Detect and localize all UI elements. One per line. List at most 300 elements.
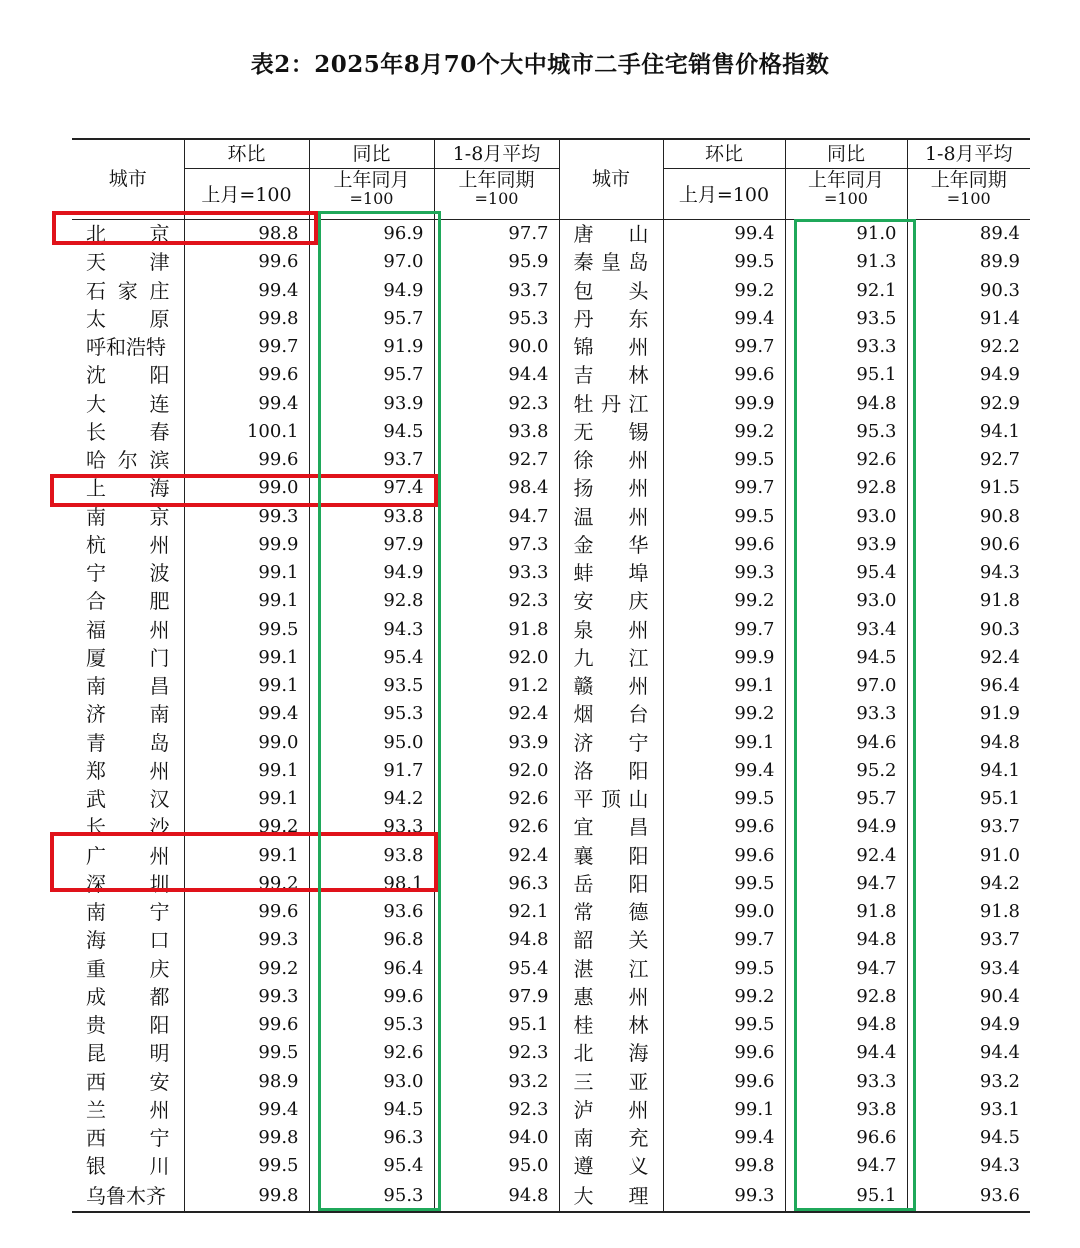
city-name: [559, 418, 663, 446]
avg-value: 96.3: [508, 872, 549, 894]
city-name: [72, 1039, 184, 1067]
avg-value: 93.3: [508, 562, 549, 584]
table-title: 表2：2025年8月70个大中城市二手住宅销售价格指数: [250, 51, 830, 78]
mom-value: 99.6: [663, 361, 785, 389]
mom-value: 99.5: [184, 1039, 309, 1067]
mom-value: 99.2: [663, 700, 785, 728]
city-name-text: 安 庆: [573, 589, 649, 614]
yoy-value: 93.3: [785, 700, 907, 728]
avg-value: 94.7: [508, 505, 549, 527]
table-row: [72, 1096, 1030, 1124]
table-row: [72, 418, 1030, 446]
mom-value: 99.1: [184, 644, 309, 672]
header-mom-base-right: 上月=100: [663, 169, 785, 220]
header-mom-base-left: 上月=100: [184, 169, 309, 220]
city-name: [72, 842, 184, 870]
city-name: [72, 361, 184, 389]
avg-value: 95.0: [508, 1155, 549, 1177]
city-name-text: 唐 山: [573, 222, 649, 247]
mom-value: 99.7: [663, 616, 785, 644]
city-name-text: 上 海: [86, 476, 170, 501]
city-name: [559, 898, 663, 926]
city-name-text: 西 安: [86, 1069, 170, 1094]
avg-value: 93.7: [979, 816, 1020, 838]
avg-value: 92.7: [508, 449, 549, 471]
avg-value: 92.4: [979, 646, 1020, 668]
mom-value: 99.0: [663, 898, 785, 926]
avg-value: 91.4: [979, 307, 1020, 329]
city-name-text: 武 汉: [86, 787, 170, 812]
table-row: [72, 446, 1030, 474]
mom-value: 99.5: [663, 503, 785, 531]
city-name: [559, 1124, 663, 1152]
avg-value: 93.9: [508, 731, 549, 753]
avg-value: 90.3: [979, 279, 1020, 301]
mom-value: 99.2: [184, 813, 309, 841]
city-name: [72, 729, 184, 757]
table-row: [72, 644, 1030, 672]
avg-value: 94.2: [979, 872, 1020, 894]
mom-value: 99.2: [663, 277, 785, 305]
mom-value: 99.6: [663, 531, 785, 559]
yoy-value: 93.4: [785, 616, 907, 644]
mom-value: 99.2: [663, 983, 785, 1011]
mom-value: 99.7: [663, 926, 785, 954]
yoy-value: 95.4: [309, 1152, 434, 1180]
city-name: [559, 813, 663, 841]
mom-value: 99.4: [184, 390, 309, 418]
city-name: [559, 1011, 663, 1039]
avg-value: 94.9: [979, 1014, 1020, 1036]
mom-value: 99.6: [663, 1039, 785, 1067]
mom-value: 99.4: [663, 757, 785, 785]
header-yoy-right: 同比: [785, 139, 907, 169]
city-name-text: 无 锡: [573, 419, 649, 444]
city-name: [559, 1096, 663, 1124]
mom-value: 99.2: [663, 587, 785, 615]
city-name: [72, 503, 184, 531]
avg-value: 95.4: [508, 957, 549, 979]
mom-value: 99.1: [184, 559, 309, 587]
yoy-value: 91.0: [785, 220, 907, 249]
table-row: [72, 333, 1030, 361]
table-row: [72, 390, 1030, 418]
city-name: [72, 390, 184, 418]
header-yoy-base-right: [785, 169, 907, 220]
yoy-value: 95.0: [309, 729, 434, 757]
city-name-text: 牡 丹 江: [573, 391, 649, 416]
city-name: [72, 531, 184, 559]
yoy-value: 97.0: [309, 248, 434, 276]
table-row: [72, 305, 1030, 333]
yoy-value: 93.0: [785, 503, 907, 531]
mom-value: 99.3: [184, 983, 309, 1011]
avg-value: 92.0: [508, 759, 549, 781]
city-name-text: 哈 尔 滨: [86, 448, 170, 473]
city-name-text: 西 宁: [86, 1126, 170, 1151]
yoy-value: 94.8: [785, 926, 907, 954]
yoy-value: 94.6: [785, 729, 907, 757]
table-row: [72, 616, 1030, 644]
city-name-text: 厦 门: [86, 645, 170, 670]
mom-value: 98.9: [184, 1068, 309, 1096]
mom-value: 99.1: [663, 729, 785, 757]
city-name-text: 蚌 埠: [573, 561, 649, 586]
city-name-text: 长 春: [86, 419, 170, 444]
yoy-value: 91.9: [309, 333, 434, 361]
city-name: [72, 785, 184, 813]
avg-value: 93.7: [979, 929, 1020, 951]
city-name: [72, 983, 184, 1011]
city-name: [559, 729, 663, 757]
avg-value: 90.4: [979, 985, 1020, 1007]
city-name-text: 常 德: [573, 900, 649, 925]
city-name-text: 岳 阳: [573, 871, 649, 896]
city-name: [72, 757, 184, 785]
yoy-value: 97.9: [309, 531, 434, 559]
avg-value: 98.4: [508, 477, 549, 499]
yoy-value: 96.8: [309, 926, 434, 954]
avg-value: 93.2: [508, 1070, 549, 1092]
mom-value: 99.9: [663, 644, 785, 672]
city-name-text: 湛 江: [573, 956, 649, 981]
table-row: [72, 559, 1030, 587]
yoy-value: 92.8: [785, 983, 907, 1011]
yoy-value: 94.9: [785, 813, 907, 841]
header-mom-right: 环比: [663, 139, 785, 169]
mom-value: 98.8: [184, 220, 309, 249]
avg-value: 94.4: [979, 1042, 1020, 1064]
yoy-value: 92.1: [785, 277, 907, 305]
mom-value: 99.6: [184, 1011, 309, 1039]
city-name: [559, 503, 663, 531]
header-yoy-left: 同比: [309, 139, 434, 169]
city-name: [559, 248, 663, 276]
table-row: [72, 248, 1030, 276]
table-row: [72, 955, 1030, 983]
mom-value: 99.7: [184, 333, 309, 361]
avg-value: 89.9: [979, 251, 1020, 273]
yoy-value: 94.9: [309, 559, 434, 587]
city-name: [72, 644, 184, 672]
table-row: [72, 926, 1030, 954]
yoy-value: 95.7: [309, 305, 434, 333]
city-name-text: 秦 皇 岛: [573, 250, 649, 275]
yoy-value: 95.7: [785, 785, 907, 813]
mom-value: 99.5: [663, 1011, 785, 1039]
table-row: [72, 672, 1030, 700]
table-row: [72, 729, 1030, 757]
city-name-text: 吉 林: [573, 363, 649, 388]
table-row: [72, 361, 1030, 389]
city-name-text: 长 沙: [86, 815, 170, 840]
mom-value: 99.5: [184, 1152, 309, 1180]
header-avg-base-eq: =100: [474, 189, 519, 208]
yoy-value: 93.3: [309, 813, 434, 841]
mom-value: 99.2: [184, 870, 309, 898]
table-row: [72, 898, 1030, 926]
city-name-text: 惠 州: [573, 984, 649, 1009]
city-name-text: 乌鲁木齐: [86, 1183, 166, 1208]
city-name: [72, 220, 184, 249]
mom-value: 99.6: [663, 813, 785, 841]
mom-value: 99.9: [184, 531, 309, 559]
city-name-text: 太 原: [86, 306, 170, 331]
yoy-value: 97.4: [309, 474, 434, 502]
city-name: [72, 1152, 184, 1180]
yoy-value: 96.4: [309, 955, 434, 983]
avg-value: 92.9: [979, 392, 1020, 414]
avg-value: 94.8: [979, 731, 1020, 753]
city-name: [72, 955, 184, 983]
header-mom-left: 环比: [184, 139, 309, 169]
city-name-text: 温 州: [573, 504, 649, 529]
city-name: [559, 305, 663, 333]
avg-value: 93.6: [979, 1184, 1020, 1206]
header-avg-base-text: 上年同期: [930, 169, 1007, 191]
city-name: [559, 587, 663, 615]
mom-value: 99.1: [184, 842, 309, 870]
city-name-text: 锦 州: [573, 335, 649, 360]
city-name: [559, 955, 663, 983]
mom-value: 99.3: [663, 559, 785, 587]
mom-value: 99.6: [663, 842, 785, 870]
city-name: [559, 672, 663, 700]
yoy-value: 93.8: [309, 842, 434, 870]
yoy-value: 92.8: [309, 587, 434, 615]
city-name: [559, 474, 663, 502]
avg-value: 92.3: [508, 392, 549, 414]
table-row: [72, 785, 1030, 813]
city-name: [559, 983, 663, 1011]
city-name: [559, 785, 663, 813]
mom-value: 99.5: [663, 955, 785, 983]
yoy-value: 98.1: [309, 870, 434, 898]
city-name: [559, 220, 663, 249]
city-name-text: 北 海: [573, 1041, 649, 1066]
city-name-text: 广 州: [86, 843, 170, 868]
city-name-text: 贵 阳: [86, 1013, 170, 1038]
header-yoy-base-left: [309, 169, 434, 220]
avg-value: 95.1: [979, 788, 1020, 810]
avg-value: 93.1: [979, 1098, 1020, 1120]
city-name: [72, 1068, 184, 1096]
avg-value: 92.3: [508, 1042, 549, 1064]
mom-value: 99.6: [184, 248, 309, 276]
header-yoy-base-eq: =100: [824, 189, 868, 208]
header-city-right: 城市: [559, 139, 663, 220]
table-row: [72, 870, 1030, 898]
city-name: [72, 926, 184, 954]
yoy-value: 95.4: [309, 644, 434, 672]
table-row: [72, 813, 1030, 841]
header-avg-base-text: 上年同期: [458, 169, 535, 191]
avg-value: 94.4: [508, 364, 549, 386]
yoy-value: 93.9: [785, 531, 907, 559]
city-name-text: 泸 州: [573, 1097, 649, 1122]
avg-value: 96.4: [979, 675, 1020, 697]
avg-value: 89.4: [979, 223, 1020, 245]
avg-value: 94.9: [979, 364, 1020, 386]
yoy-value: 93.0: [309, 1068, 434, 1096]
mom-value: 99.5: [663, 248, 785, 276]
avg-value: 93.4: [979, 957, 1020, 979]
table-row: [72, 700, 1030, 728]
yoy-value: 93.3: [785, 333, 907, 361]
yoy-value: 92.6: [309, 1039, 434, 1067]
yoy-value: 91.7: [309, 757, 434, 785]
table-row: [72, 220, 1030, 249]
city-name: [559, 870, 663, 898]
city-name: [559, 757, 663, 785]
yoy-value: 94.3: [309, 616, 434, 644]
header-yoy-base-text: 上年同月: [807, 169, 884, 191]
city-name: [559, 644, 663, 672]
city-name: [72, 870, 184, 898]
city-name-text: 合 肥: [86, 589, 170, 614]
mom-value: 99.6: [184, 446, 309, 474]
avg-value: 90.3: [979, 618, 1020, 640]
city-name: [72, 1096, 184, 1124]
yoy-value: 94.5: [309, 1096, 434, 1124]
header-avg-base-left: [434, 169, 559, 220]
header-avg-base-eq: =100: [946, 189, 991, 208]
yoy-value: 96.3: [309, 1124, 434, 1152]
mom-value: 99.1: [184, 785, 309, 813]
city-name-text: 宜 昌: [573, 815, 649, 840]
mom-value: 99.8: [184, 1181, 309, 1212]
avg-value: 92.0: [508, 646, 549, 668]
yoy-value: 95.3: [309, 1011, 434, 1039]
city-name-text: 南 充: [573, 1126, 649, 1151]
city-name-text: 大 理: [573, 1183, 649, 1208]
avg-value: 94.1: [979, 420, 1020, 442]
city-name-text: 大 连: [86, 391, 170, 416]
avg-value: 91.8: [508, 618, 549, 640]
mom-value: 99.4: [663, 220, 785, 249]
avg-value: 90.8: [979, 505, 1020, 527]
city-name: [559, 277, 663, 305]
city-name: [72, 248, 184, 276]
city-name-text: 徐 州: [573, 448, 649, 473]
avg-value: 93.8: [508, 420, 549, 442]
table-body: [72, 220, 1030, 1212]
city-name: [559, 531, 663, 559]
yoy-value: 93.9: [309, 390, 434, 418]
avg-value: 95.3: [508, 307, 549, 329]
avg-value: 97.7: [508, 223, 549, 245]
city-name-text: 石 家 庄: [86, 278, 170, 303]
yoy-value: 91.3: [785, 248, 907, 276]
header-yoy-base-eq: =100: [349, 189, 394, 208]
city-name-text: 丹 东: [573, 306, 649, 331]
yoy-value: 93.0: [785, 587, 907, 615]
yoy-value: 95.3: [309, 1181, 434, 1212]
table-row: [72, 1152, 1030, 1180]
city-name-text: 九 江: [573, 645, 649, 670]
avg-value: 90.0: [508, 336, 549, 358]
city-name: [559, 361, 663, 389]
header-yoy-base-text: 上年同月: [333, 169, 410, 191]
yoy-value: 95.2: [785, 757, 907, 785]
mom-value: 99.1: [663, 672, 785, 700]
city-name: [72, 474, 184, 502]
avg-value: 94.0: [508, 1127, 549, 1149]
yoy-value: 96.6: [785, 1124, 907, 1152]
mom-value: 99.2: [663, 418, 785, 446]
mom-value: 99.0: [184, 474, 309, 502]
yoy-value: 95.4: [785, 559, 907, 587]
avg-value: 92.7: [979, 449, 1020, 471]
city-name: [72, 898, 184, 926]
city-name-text: 重 庆: [86, 956, 170, 981]
city-name-text: 济 宁: [573, 730, 649, 755]
city-name: [559, 1039, 663, 1067]
city-name-text: 宁 波: [86, 561, 170, 586]
city-name-text: 南 京: [86, 504, 170, 529]
yoy-value: 94.7: [785, 955, 907, 983]
city-name: [559, 926, 663, 954]
city-name: [559, 390, 663, 418]
mom-value: 99.3: [184, 926, 309, 954]
avg-value: 97.9: [508, 985, 549, 1007]
yoy-value: 93.3: [785, 1068, 907, 1096]
yoy-value: 94.5: [785, 644, 907, 672]
mom-value: 99.7: [663, 474, 785, 502]
city-name-text: 包 头: [573, 278, 649, 303]
city-name: [72, 1124, 184, 1152]
avg-value: 91.9: [979, 703, 1020, 725]
city-name: [72, 446, 184, 474]
table-row: [72, 474, 1030, 502]
city-name: [559, 333, 663, 361]
avg-value: 91.2: [508, 675, 549, 697]
yoy-value: 95.3: [785, 418, 907, 446]
city-name: [72, 1181, 184, 1212]
city-name: [559, 1181, 663, 1212]
yoy-value: 93.5: [309, 672, 434, 700]
city-name: [559, 616, 663, 644]
city-name: [72, 305, 184, 333]
city-name: [559, 700, 663, 728]
city-name-text: 昆 明: [86, 1041, 170, 1066]
table-row: [72, 757, 1030, 785]
avg-value: 94.1: [979, 759, 1020, 781]
yoy-value: 94.8: [785, 390, 907, 418]
yoy-value: 94.7: [785, 870, 907, 898]
city-name-text: 深 圳: [86, 871, 170, 896]
avg-value: 92.2: [979, 336, 1020, 358]
city-name: [72, 813, 184, 841]
yoy-value: 95.3: [309, 700, 434, 728]
city-name-text: 烟 台: [573, 702, 649, 727]
city-name: [559, 1152, 663, 1180]
table-row: [72, 1181, 1030, 1212]
city-name-text: 天 津: [86, 250, 170, 275]
city-name-text: 沈 阳: [86, 363, 170, 388]
avg-value: 95.1: [508, 1014, 549, 1036]
avg-value: 91.0: [979, 844, 1020, 866]
mom-value: 99.6: [184, 898, 309, 926]
avg-value: 97.3: [508, 533, 549, 555]
city-name: [72, 559, 184, 587]
yoy-value: 94.7: [785, 1152, 907, 1180]
mom-value: 99.5: [184, 616, 309, 644]
city-name: [72, 1011, 184, 1039]
table-row: [72, 1124, 1030, 1152]
table-row: [72, 842, 1030, 870]
city-name-text: 赣 州: [573, 674, 649, 699]
